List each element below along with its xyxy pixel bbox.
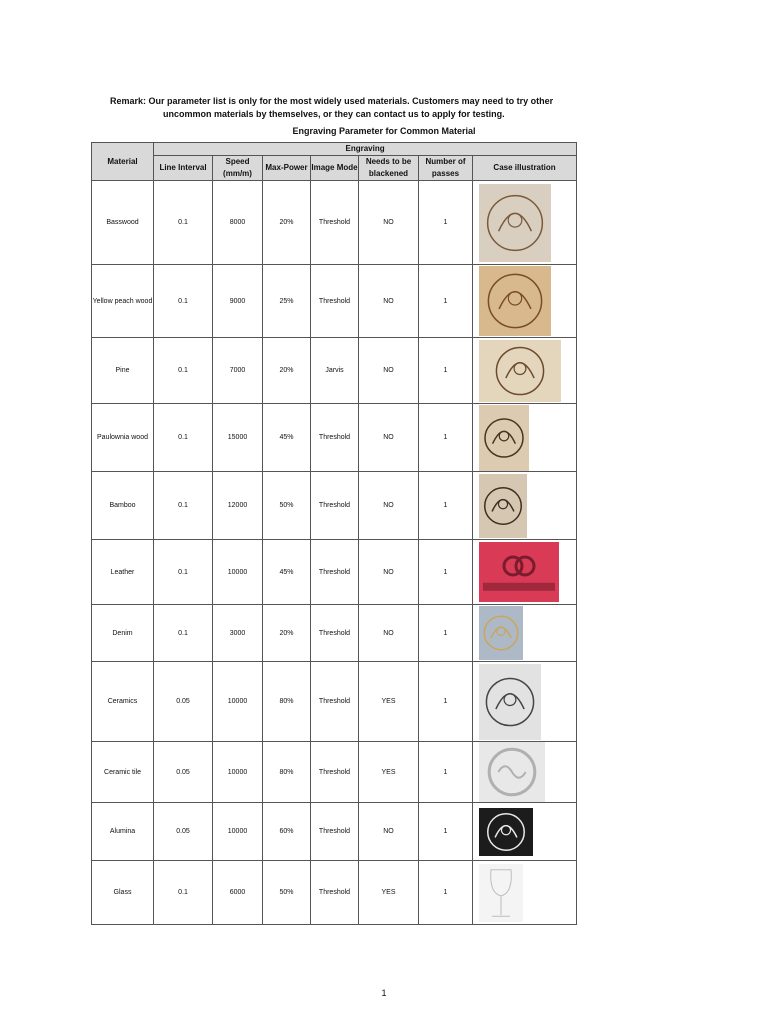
cell-line-interval: 0.1 <box>154 472 213 540</box>
remark-line-1: Remark: Our parameter list is only for the most widely used materials. Customers may need to try other <box>110 96 554 106</box>
cell-line-interval: 0.05 <box>154 662 213 742</box>
cell-max-power: 20% <box>263 181 311 265</box>
cell-speed: 15000 <box>213 404 263 472</box>
cell-passes: 1 <box>419 181 473 265</box>
cell-image-mode: Threshold <box>311 404 359 472</box>
cell-passes: 1 <box>419 605 473 662</box>
table-row <box>92 742 577 803</box>
cell-line-interval: 0.1 <box>154 540 213 605</box>
cell-speed: 3000 <box>213 605 263 662</box>
lotus-engraving-icon <box>479 405 529 471</box>
remark-note <box>110 95 580 121</box>
cell-material: Denim <box>92 605 154 662</box>
cell-case-illustration <box>473 265 577 338</box>
cell-passes: 1 <box>419 472 473 540</box>
cell-max-power: 45% <box>263 540 311 605</box>
cell-blackened: NO <box>359 540 419 605</box>
cell-speed: 7000 <box>213 338 263 404</box>
cell-line-interval: 0.1 <box>154 265 213 338</box>
cell-line-interval: 0.05 <box>154 803 213 861</box>
table-body <box>92 181 577 925</box>
header-blackened: Needs to be blackened <box>359 156 419 181</box>
cell-blackened: NO <box>359 803 419 861</box>
cell-case-illustration <box>473 181 577 265</box>
header-speed: Speed (mm/m) <box>213 156 263 181</box>
table-row <box>92 181 577 265</box>
raccoon-engraving-icon <box>479 184 551 262</box>
remark-line-2: uncommon materials by themselves, or they can contact us to apply for testing. <box>163 109 505 119</box>
table-row <box>92 605 577 662</box>
cell-max-power: 50% <box>263 861 311 925</box>
cell-blackened: NO <box>359 338 419 404</box>
cell-line-interval: 0.1 <box>154 181 213 265</box>
cell-passes: 1 <box>419 803 473 861</box>
cell-blackened: YES <box>359 861 419 925</box>
parameter-table <box>91 142 577 925</box>
cell-blackened: NO <box>359 181 419 265</box>
cell-speed: 10000 <box>213 662 263 742</box>
cell-blackened: YES <box>359 742 419 803</box>
denim-pattern-icon <box>479 606 523 660</box>
cell-line-interval: 0.1 <box>154 861 213 925</box>
cell-material: Bamboo <box>92 472 154 540</box>
cell-image-mode: Threshold <box>311 472 359 540</box>
cell-line-interval: 0.1 <box>154 338 213 404</box>
cell-image-mode: Threshold <box>311 803 359 861</box>
wine-glass-icon <box>479 864 523 922</box>
table-row <box>92 338 577 404</box>
cell-max-power: 20% <box>263 338 311 404</box>
header-engraving: Engraving <box>154 143 577 156</box>
cell-max-power: 45% <box>263 404 311 472</box>
cell-case-illustration <box>473 605 577 662</box>
duck-cartoon-icon <box>479 474 527 538</box>
cell-image-mode: Threshold <box>311 605 359 662</box>
fortune-emblem-icon <box>479 266 551 336</box>
cell-line-interval: 0.1 <box>154 605 213 662</box>
cell-image-mode: Threshold <box>311 181 359 265</box>
page-number: 1 <box>381 988 387 998</box>
cell-blackened: NO <box>359 472 419 540</box>
cell-material: Pine <box>92 338 154 404</box>
cell-speed: 12000 <box>213 472 263 540</box>
table-row <box>92 265 577 338</box>
cell-passes: 1 <box>419 338 473 404</box>
cell-speed: 8000 <box>213 181 263 265</box>
cell-material: Ceramic tile <box>92 742 154 803</box>
cell-passes: 1 <box>419 742 473 803</box>
table-row <box>92 662 577 742</box>
table-row <box>92 803 577 861</box>
cell-case-illustration <box>473 404 577 472</box>
cell-material: Leather <box>92 540 154 605</box>
header-line-interval: Line Interval <box>154 156 213 181</box>
cell-image-mode: Threshold <box>311 662 359 742</box>
cell-blackened: YES <box>359 662 419 742</box>
table-title: Engraving Parameter for Common Material <box>292 126 476 136</box>
cell-image-mode: Threshold <box>311 265 359 338</box>
cell-passes: 1 <box>419 861 473 925</box>
cell-material: Glass <box>92 861 154 925</box>
cell-image-mode: Threshold <box>311 540 359 605</box>
plum-blossom-icon <box>479 664 541 740</box>
cell-speed: 10000 <box>213 742 263 803</box>
cell-blackened: NO <box>359 404 419 472</box>
cell-speed: 10000 <box>213 803 263 861</box>
cell-material: Alumina <box>92 803 154 861</box>
cell-line-interval: 0.05 <box>154 742 213 803</box>
cell-passes: 1 <box>419 404 473 472</box>
table-row <box>92 540 577 605</box>
horse-engraving-icon <box>479 340 561 402</box>
cell-max-power: 25% <box>263 265 311 338</box>
cell-passes: 1 <box>419 265 473 338</box>
cell-material: Paulownia wood <box>92 404 154 472</box>
cell-case-illustration <box>473 742 577 803</box>
header-image-mode: Image Mode <box>311 156 359 181</box>
header-max-power: Max-Power <box>263 156 311 181</box>
rose-engraving-icon <box>479 808 533 856</box>
header-case-illustration: Case illustration <box>473 156 577 181</box>
cell-passes: 1 <box>419 662 473 742</box>
cell-max-power: 80% <box>263 742 311 803</box>
cell-case-illustration <box>473 540 577 605</box>
cell-max-power: 80% <box>263 662 311 742</box>
cell-passes: 1 <box>419 540 473 605</box>
header-passes: Number of passes <box>419 156 473 181</box>
cell-speed: 6000 <box>213 861 263 925</box>
cell-image-mode: Threshold <box>311 861 359 925</box>
cell-max-power: 20% <box>263 605 311 662</box>
cell-case-illustration <box>473 338 577 404</box>
cell-case-illustration <box>473 472 577 540</box>
cell-case-illustration <box>473 803 577 861</box>
table-row <box>92 861 577 925</box>
cell-material: Ceramics <box>92 662 154 742</box>
cell-max-power: 50% <box>263 472 311 540</box>
logo-on-leather-icon <box>479 542 559 602</box>
cell-blackened: NO <box>359 605 419 662</box>
cell-blackened: NO <box>359 265 419 338</box>
cloud-circle-icon <box>479 742 545 802</box>
cell-image-mode: Threshold <box>311 742 359 803</box>
cell-speed: 9000 <box>213 265 263 338</box>
cell-material: Basswood <box>92 181 154 265</box>
cell-speed: 10000 <box>213 540 263 605</box>
header-material: Material <box>92 143 154 181</box>
cell-image-mode: Jarvis <box>311 338 359 404</box>
cell-max-power: 60% <box>263 803 311 861</box>
table-row <box>92 404 577 472</box>
cell-case-illustration <box>473 662 577 742</box>
cell-material: Yellow peach wood <box>92 265 154 338</box>
cell-line-interval: 0.1 <box>154 404 213 472</box>
table-row <box>92 472 577 540</box>
cell-case-illustration <box>473 861 577 925</box>
